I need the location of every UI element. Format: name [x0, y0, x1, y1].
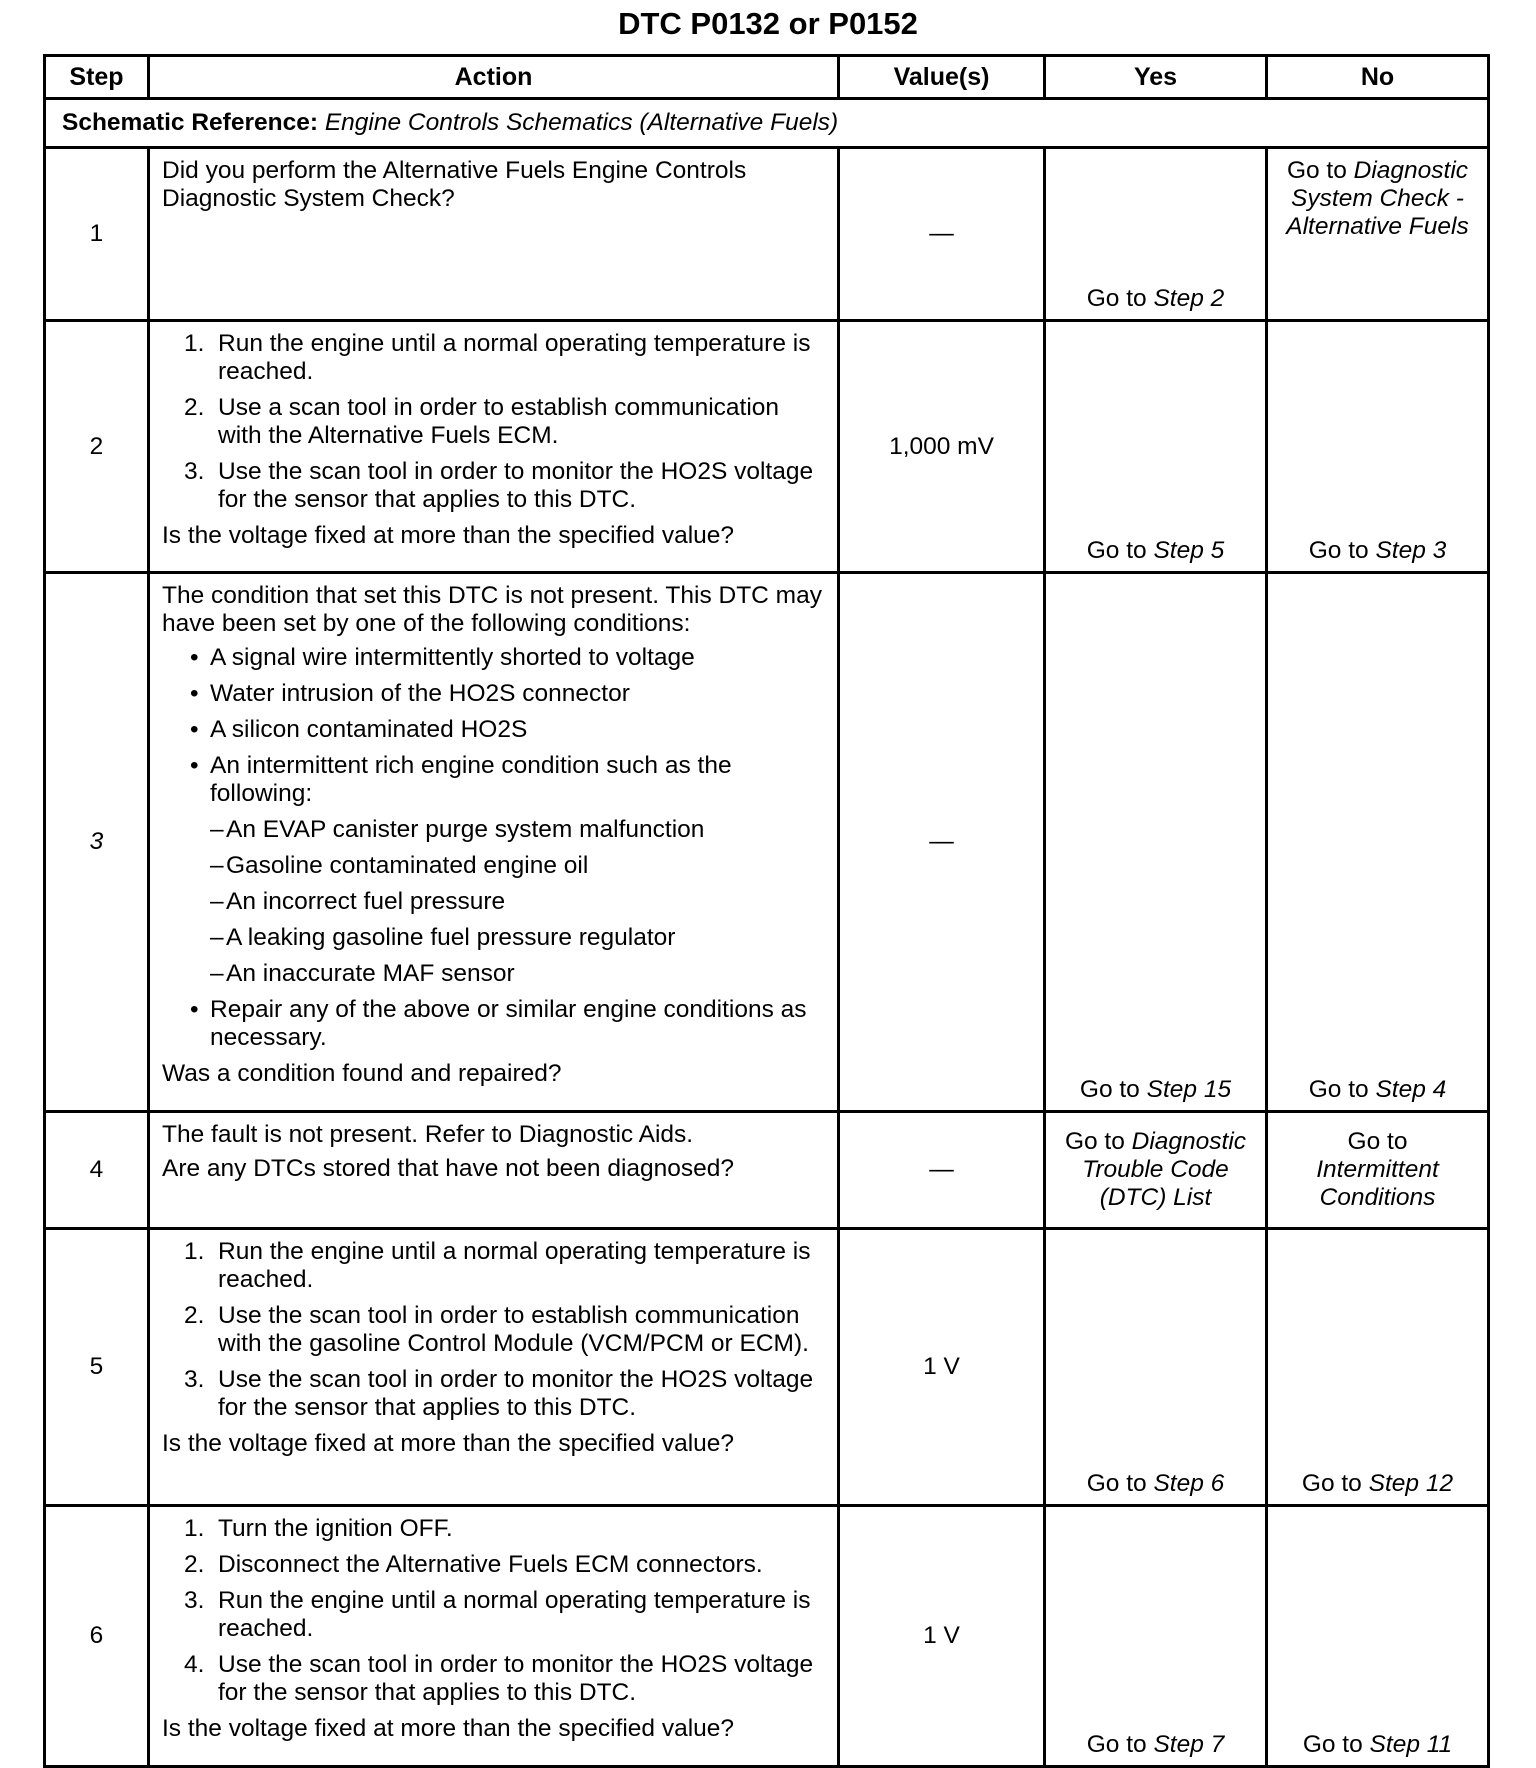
no-cell	[1267, 148, 1489, 321]
no-link: Step 4	[1375, 1076, 1447, 1103]
list-item	[162, 752, 827, 988]
action-text: Did you perform the Alternative Fuels Engine Controls Diagnostic System Check?	[162, 157, 747, 212]
list-item: 4. Use the scan tool in order to monitor the HO2S voltage for the sensor that applies to this DTC.	[162, 1651, 827, 1707]
yes-prefix: Go to	[1079, 1076, 1147, 1103]
action-cell	[149, 321, 839, 573]
yes-cell	[1045, 1229, 1267, 1506]
question-text: Is the voltage fixed at more than the specified value?	[162, 1430, 735, 1457]
list-item: • Water intrusion of the HO2S connector	[162, 680, 827, 708]
schematic-row	[45, 99, 1489, 148]
sub-list-item: – A leaking gasoline fuel pressure regulator	[210, 924, 827, 952]
list-item: 1. Run the engine until a normal operating temperature is reached.	[162, 1238, 827, 1294]
header-action: Action	[149, 56, 839, 99]
table-row-step-5	[45, 1229, 1489, 1506]
yes-link: Step 6	[1153, 1470, 1225, 1497]
yes-link: Step 2	[1153, 285, 1225, 312]
sub-list-item: – An incorrect fuel pressure	[210, 888, 827, 916]
yes-prefix: Go to	[1086, 1470, 1154, 1497]
yes-prefix: Go to	[1086, 1731, 1154, 1758]
no-prefix: Go to	[1301, 1470, 1369, 1497]
header-no: No	[1267, 56, 1489, 99]
value-cell: —	[839, 148, 1045, 321]
page-title: DTC P0132 or P0152	[618, 6, 918, 41]
list-item: 2. Use the scan tool in order to establish communication with the gasoline Control Module (VCM/PCM or ECM).	[162, 1302, 827, 1358]
diagnostic-table	[43, 54, 1490, 1768]
list-item: 1. Run the engine until a normal operating temperature is reached.	[162, 330, 827, 386]
step-number: 1	[45, 148, 149, 321]
list-item: 2. Use a scan tool in order to establish communication with the Alternative Fuels ECM.	[162, 394, 827, 450]
value-cell: 1,000 mV	[839, 321, 1045, 573]
header-values: Value(s)	[839, 56, 1045, 99]
numbered-steps	[162, 330, 827, 514]
table-row-step-1	[45, 148, 1489, 321]
step-number: 5	[45, 1229, 149, 1506]
value-cell: 1 V	[839, 1506, 1045, 1767]
yes-cell	[1045, 573, 1267, 1112]
question-text: Are any DTCs stored that have not been diagnosed?	[162, 1155, 735, 1182]
yes-link: Step 7	[1153, 1731, 1225, 1758]
no-link: Step 12	[1368, 1470, 1454, 1497]
list-item: 1. Turn the ignition OFF.	[162, 1515, 827, 1543]
no-prefix: Go to	[1286, 157, 1354, 184]
header-row	[45, 56, 1489, 99]
no-prefix: Go to	[1308, 537, 1376, 564]
numbered-steps	[162, 1515, 827, 1707]
question-text: Is the voltage fixed at more than the specified value?	[162, 1715, 735, 1742]
numbered-steps	[162, 1238, 827, 1422]
no-link: Step 11	[1369, 1731, 1453, 1758]
sub-list-item: – An inaccurate MAF sensor	[210, 960, 827, 988]
header-step: Step	[45, 56, 149, 99]
step-number: 6	[45, 1506, 149, 1767]
list-item: 3. Run the engine until a normal operating temperature is reached.	[162, 1587, 827, 1643]
no-prefix: Go to	[1308, 1076, 1376, 1103]
header-yes: Yes	[1045, 56, 1267, 99]
yes-cell	[1045, 1506, 1267, 1767]
step-number: 2	[45, 321, 149, 573]
no-link: Diagnostic System Check - Alternative Fuels	[1286, 157, 1469, 240]
yes-cell	[1045, 148, 1267, 321]
action-cell	[149, 1506, 839, 1767]
no-prefix: Go to	[1347, 1128, 1408, 1155]
condition-list	[162, 644, 827, 1052]
step-number: 4	[45, 1112, 149, 1229]
yes-link: Step 15	[1146, 1076, 1232, 1103]
table-row-step-2	[45, 321, 1489, 573]
yes-link: Diagnostic Trouble Code (DTC) List	[1082, 1128, 1247, 1211]
no-cell	[1267, 321, 1489, 573]
no-prefix: Go to	[1302, 1731, 1370, 1758]
yes-cell	[1045, 1112, 1267, 1229]
sub-condition-list	[210, 816, 827, 988]
sub-list-item: – Gasoline contaminated engine oil	[210, 852, 827, 880]
no-cell	[1267, 1229, 1489, 1506]
yes-cell	[1045, 321, 1267, 573]
schematic-label: Schematic Reference:	[62, 109, 319, 136]
action-text: The fault is not present. Refer to Diagnostic Aids.	[162, 1121, 694, 1148]
no-cell	[1267, 573, 1489, 1112]
no-link: Intermittent Conditions	[1316, 1156, 1439, 1211]
question-text: Is the voltage fixed at more than the specified value?	[162, 522, 735, 549]
table-row-step-3	[45, 573, 1489, 1112]
list-item: 2. Disconnect the Alternative Fuels ECM connectors.	[162, 1551, 827, 1579]
question-text: Was a condition found and repaired?	[162, 1060, 562, 1087]
sub-list-item: – An EVAP canister purge system malfunction	[210, 816, 827, 844]
no-link: Step 3	[1375, 537, 1447, 564]
yes-link: Step 5	[1153, 537, 1225, 564]
list-item: • A silicon contaminated HO2S	[162, 716, 827, 744]
action-cell	[149, 1112, 839, 1229]
schematic-reference	[45, 99, 1489, 148]
value-cell: —	[839, 1112, 1045, 1229]
list-item-text: An intermittent rich engine condition such as the following:	[210, 752, 732, 807]
no-cell	[1267, 1112, 1489, 1229]
no-cell	[1267, 1506, 1489, 1767]
table-row-step-6	[45, 1506, 1489, 1767]
action-cell	[149, 148, 839, 321]
list-item: • A signal wire intermittently shorted to voltage	[162, 644, 827, 672]
table-row-step-4	[45, 1112, 1489, 1229]
list-item: 3. Use the scan tool in order to monitor the HO2S voltage for the sensor that applies to this DTC.	[162, 1366, 827, 1422]
yes-prefix: Go to	[1086, 285, 1154, 312]
yes-prefix: Go to	[1064, 1128, 1132, 1155]
value-cell: 1 V	[839, 1229, 1045, 1506]
list-item: • Repair any of the above or similar engine conditions as necessary.	[162, 996, 827, 1052]
value-cell: —	[839, 573, 1045, 1112]
intro-text: The condition that set this DTC is not present. This DTC may have been set by one of the following conditions:	[162, 582, 822, 637]
action-cell	[149, 573, 839, 1112]
schematic-link: Engine Controls Schematics (Alternative Fuels)	[324, 109, 839, 136]
action-cell	[149, 1229, 839, 1506]
step-number: 3	[45, 573, 149, 1112]
yes-prefix: Go to	[1086, 537, 1154, 564]
list-item: 3. Use the scan tool in order to monitor the HO2S voltage for the sensor that applies to this DTC.	[162, 458, 827, 514]
